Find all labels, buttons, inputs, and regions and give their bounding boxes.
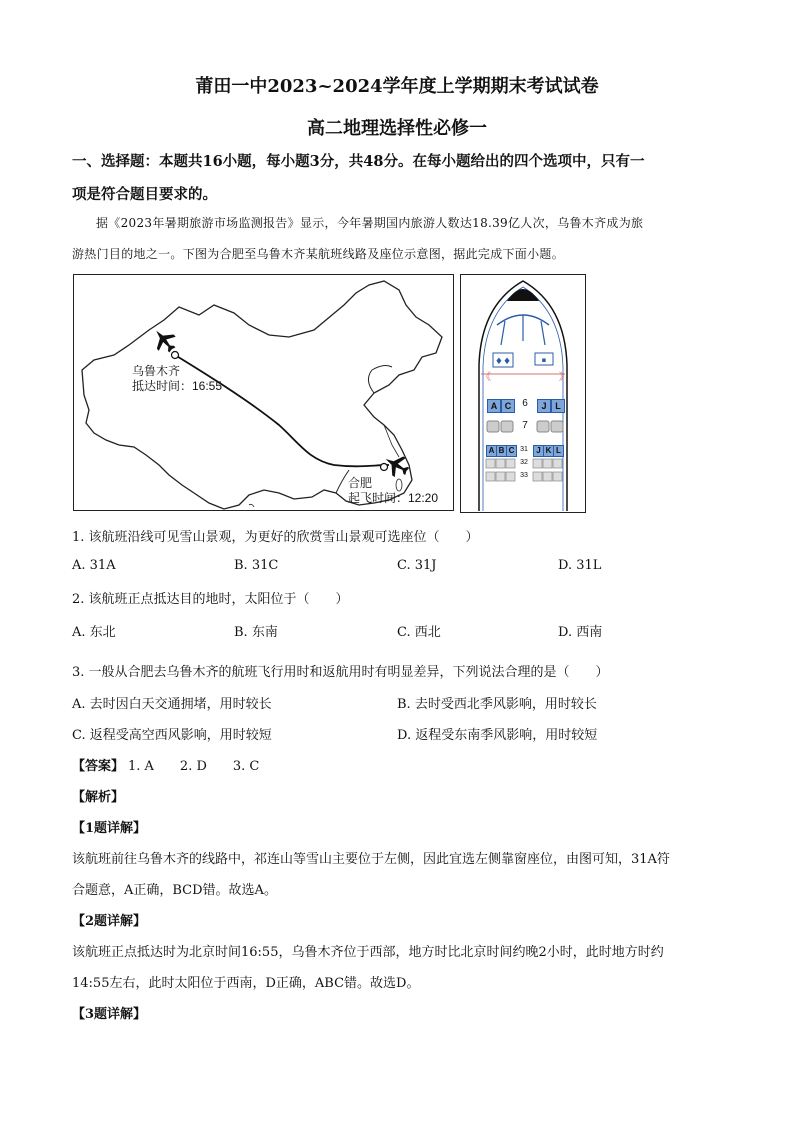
- seat-31l: L: [553, 445, 564, 457]
- row-31-label: 31: [520, 446, 528, 453]
- question-3-stem: 3. 一般从合肥去乌鲁木齐的航班飞行用时和返航用时有明显差异，下列说法合理的是（ ）: [72, 665, 609, 680]
- row-32-label: 32: [520, 459, 528, 466]
- svg-text:♦♦: ♦♦: [494, 357, 512, 367]
- page-title: 莆田一中2023~2024学年度上学期期末考试试卷: [195, 76, 599, 97]
- intro-line2: 游热门目的地之一。下图为合肥至乌鲁木齐某航班线路及座位示意图，据此完成下面小题。: [72, 247, 565, 261]
- question-1-option-a: A. 31A: [72, 558, 116, 573]
- detail-1-line2: 合题意，A正确，BCD错。故选A。: [72, 883, 277, 898]
- seat-6a: A: [487, 399, 501, 413]
- question-2-option-b: B. 东南: [234, 625, 278, 640]
- arrow-left: 《: [481, 372, 491, 383]
- seat-31k: K: [543, 445, 554, 457]
- china-map-outline: [74, 275, 453, 510]
- row-6-label: 6: [522, 398, 528, 409]
- seat-31c: C: [506, 445, 517, 457]
- svg-text:▪: ▪: [541, 356, 547, 364]
- seat-6c: C: [501, 399, 515, 413]
- nose-cone: [507, 289, 539, 301]
- map-city-urumqi: 乌鲁木齐: [132, 364, 181, 378]
- route-map: [73, 274, 454, 511]
- question-2-option-c: C. 西北: [397, 625, 441, 640]
- answer-label: 【答案】: [72, 759, 125, 774]
- question-3-option-a: A. 去时因白天交通拥堵，用时较长: [72, 697, 272, 712]
- seat-6l: L: [551, 399, 565, 413]
- seat-6j: J: [537, 399, 551, 413]
- question-1-option-b: B. 31C: [234, 558, 279, 573]
- analysis-label: 【解析】: [72, 790, 125, 805]
- question-1-stem: 1. 该航班沿线可见雪山景观，为更好的欣赏雪山景观可选座位（ ）: [72, 530, 479, 545]
- map-depart-time: 起飞时间：12:20: [348, 491, 439, 505]
- seat-chart: [460, 274, 586, 513]
- answer-text: 1. A 2. D 3. C: [128, 759, 260, 774]
- seat-31b: B: [496, 445, 507, 457]
- seat-31a: A: [486, 445, 497, 457]
- page-subtitle: 高二地理选择性必修一: [307, 118, 487, 139]
- detail-1-line1: 该航班前往乌鲁木齐的线路中，祁连山等雪山主要位于左侧，因此宜选左侧靠窗座位，由图可知，31A符: [72, 852, 670, 867]
- detail-2-title: 【2题详解】: [72, 914, 147, 929]
- question-1-option-d: D. 31L: [558, 558, 602, 573]
- detail-3-title: 【3题详解】: [72, 1007, 147, 1022]
- row-33-label: 33: [520, 472, 528, 479]
- question-3-option-b: B. 去时受西北季风影响，用时较长: [397, 697, 597, 712]
- question-1-option-c: C. 31J: [397, 558, 437, 573]
- question-2-option-a: A. 东北: [72, 625, 116, 640]
- detail-2-line2: 14:55左右，此时太阳位于西南，D正确，ABC错。故选D。: [72, 976, 420, 991]
- arrow-right: 》: [559, 372, 569, 383]
- question-2-option-d: D. 西南: [558, 625, 603, 640]
- map-city-hefei: 合肥: [348, 476, 373, 490]
- question-3-option-d: D. 返程受东南季风影响，用时较短: [397, 728, 598, 743]
- urumqi-marker: [172, 352, 179, 359]
- section-heading-line2: 项是符合题目要求的。: [72, 186, 217, 203]
- detail-1-title: 【1题详解】: [72, 821, 147, 836]
- hefei-marker: [381, 464, 388, 471]
- question-3-option-c: C. 返程受高空西风影响，用时较短: [72, 728, 272, 743]
- seat-31j: J: [533, 445, 544, 457]
- section-heading-line1: 一、选择题：本题共16小题，每小题3分，共48分。在每小题给出的四个选项中，只有一: [72, 153, 645, 170]
- map-arrive-time: 抵达时间：16:55: [132, 379, 223, 393]
- question-2-stem: 2. 该航班正点抵达目的地时，太阳位于（ ）: [72, 592, 349, 607]
- detail-2-line1: 该航班正点抵达时为北京时间16:55，乌鲁木齐位于西部，地方时比北京时间约晚2小时，此时地方时约: [72, 945, 664, 960]
- intro-line1: 据《2023年暑期旅游市场监测报告》显示，今年暑期国内旅游人数达18.39亿人次，乌鲁木齐成为旅: [96, 216, 644, 230]
- row-7-label: 7: [522, 420, 528, 431]
